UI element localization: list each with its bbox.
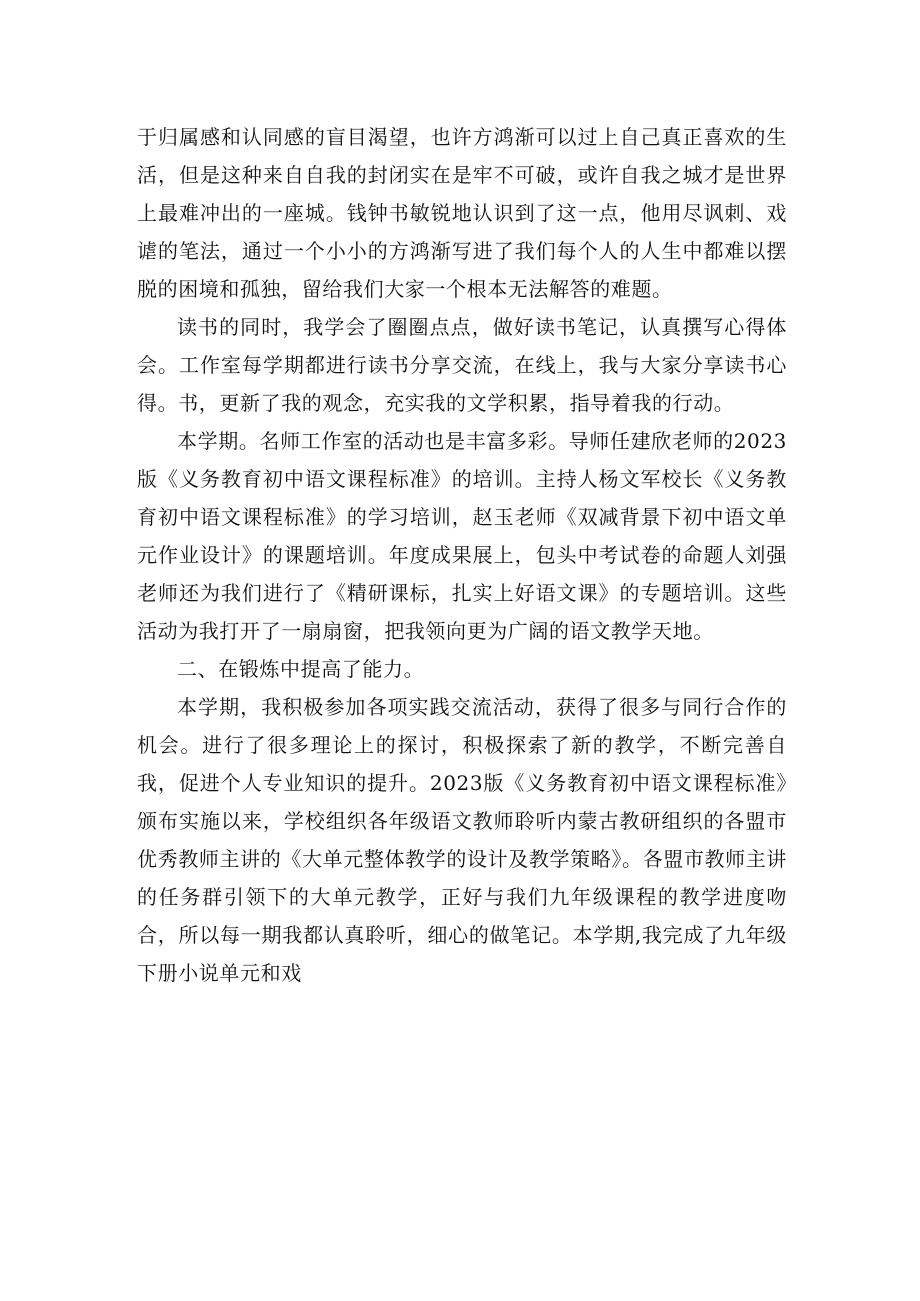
paragraph-reading-notes: 读书的同时，我学会了圈圈点点，做好读书笔记，认真撰写心得体会。工作室每学期都进行读书分享交流，在线上，我与大家分享读书心得。书，更新了我的观念，充实我的文学积累，指导着我的行动。 <box>137 315 787 415</box>
document-body <box>137 118 787 992</box>
paragraph-studio-activities: 本学期。名师工作室的活动也是丰富多彩。导师任建欣老师的2023版《义务教育初中语文课程标准》的培训。主持人杨文军校长《义务教育初中语文课程标准》的学习培训，赵玉老师《双减背景下初中语文单元作业设计》的课题培训。年度成果展上，包头中考试卷的命题人刘强老师还为我们进行了《精研课标，扎实上好语文课》的专题培训。这些活动为我打开了一扇扇窗，把我领向更为广阔的语文教学天地。 <box>137 429 787 643</box>
paragraph-continuation: 于归属感和认同感的盲目渴望，也许方鸿渐可以过上自己真正喜欢的生活，但是这种来自自我的封闭实在是牢不可破，或许自我之城才是世界上最难冲出的一座城。钱钟书敏锐地认识到了这一点，他用尽讽刺、戏谑的笔法，通过一个小小的方鸿渐写进了我们每个人的人生中都难以摆脱的困境和孤独，留给我们大家一个根本无法解答的难题。 <box>137 125 787 301</box>
paragraph-practice-exchange: 本学期，我积极参加各项实践交流活动，获得了很多与同行合作的机会。进行了很多理论上的探讨，积极探索了新的教学，不断完善自我，促进个人专业知识的提升。2023版《义务教育初中语文课程标准》颁布实施以来，学校组织各年级语文教师聆听内蒙古教研组织的各盟市优秀教师主讲的《大单元整体教学的设计及教学策略》。各盟市教师主讲的任务群引领下的大单元教学，正好与我们九年级课程的教学进度吻合，所以每一期我都认真聆听，细心的做笔记。本学期,我完成了九年级下册小说单元和戏 <box>137 695 787 985</box>
section-heading: 二、在锻炼中提高了能力。 <box>177 657 425 681</box>
